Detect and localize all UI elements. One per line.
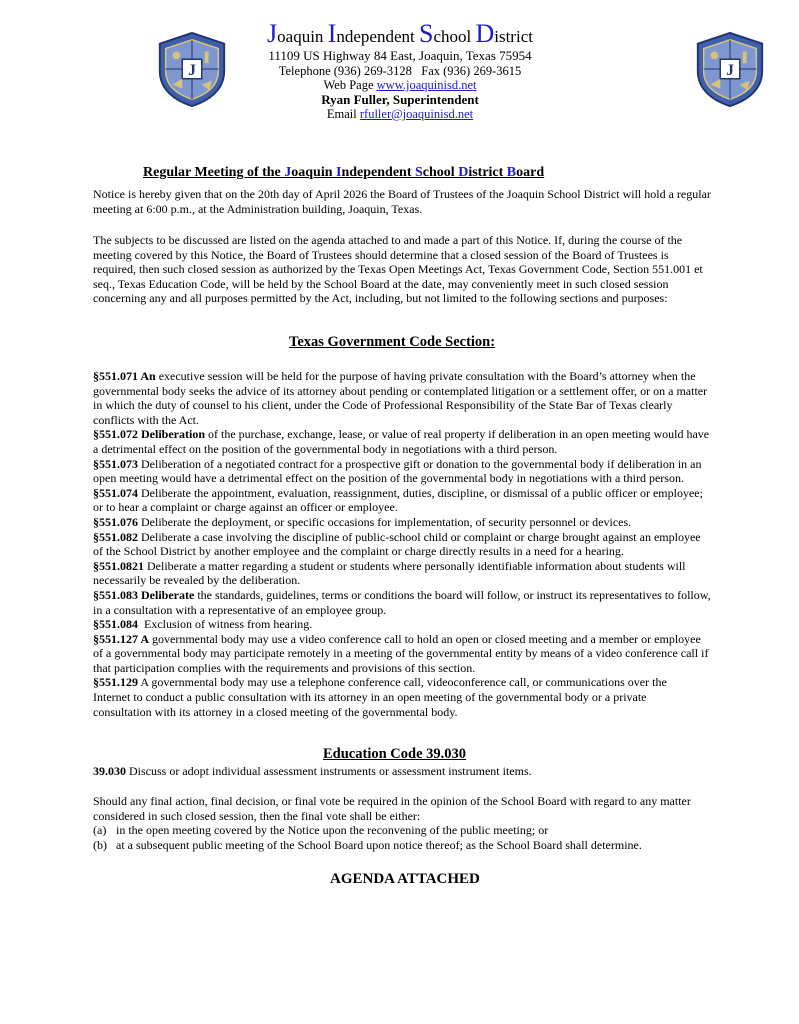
meeting-title: Regular Meeting of the Joaquin Independent School District Board [143,165,545,180]
district-address: 11109 US Highway 84 East, Joaquin, Texas 75954 [268,48,532,63]
superintendent-email: Email rfuller@joaquinisd.net [326,107,474,121]
code-section: §551.0821 Deliberate a matter regarding a student or students where personally identifiable information about students will necessarily be revealed by the deliberation. [93,558,686,588]
school-crest-left-icon [153,30,231,108]
code-section: §551.127 A governmental body may use a video conference call to hold an open or closed meeting and a member or employee of a governmental body may participate remotely in a meeting of the governmental entity by means of a video conference call if that participation complies with the requirements and provisions of this section. [93,631,709,675]
district-phone-fax: Telephone (936) 269-3128 Fax (936) 269-3615 [278,63,522,78]
email-link[interactable]: rfuller@joaquinisd.net [359,107,474,121]
code-section: §551.082 Deliberate a case involving the discipline of public-school child or complaint or charge brought against an employee of the School District by another employee and the complaint or charge directly results in a need for a hearing. [93,529,701,559]
code-section: §551.072 Deliberation of the purchase, exchange, lease, or value of real property if deliberation in an open meeting would have a detrimental effect on the position of the governmental body in negotiations with a third person. [93,427,710,456]
crest-letter: J [188,61,196,79]
code-section: §551.076 Deliberate the deployment, or specific occasions for implementation, of security personnel or devices. [93,514,632,529]
option-b: (b) at a subsequent public meeting of the School Board upon notice thereof; as the School Board shall determine. [93,838,642,852]
edu-code-entry: 39.030 Discuss or adopt individual assessment instruments or assessment instrument items. [93,764,532,778]
gov-code-title: Texas Government Code Section: [289,334,496,350]
crest-letter: J [726,61,734,79]
code-section: §551.129 A governmental body may use a telephone conference call, videoconference call, or communications over the Internet to conduct a public consultation with its attorney in an open meeting of the governmental body or a private consultation with its attorney in a closed meeting of the governmental body. [93,675,667,719]
final-action-paragraph: Should any final action, final decision, or final vote be required in the opinion of the School Board with regard to any matter considered in such closed session, then the final vote shall be either: [93,794,691,823]
code-section: §551.073 Deliberation of a negotiated contract for a prospective gift or donation to the governmental body if deliberation in an open meeting would have a detrimental effect on the position of the governmental body in negotiations with a third person. [93,456,702,486]
web-page-link[interactable]: www.joaquinisd.net [376,78,477,92]
code-section: §551.071 An executive session will be held for the purpose of having private consultation with the Board’s attorney when the governmental body seeks the advice of its attorney about pending or contemplated litigation or a settlement offer, or on a matter in which the duty of counsel to his client, under the Code of Professional Responsibility of the State Bar of Texas clearly conflicts with the Act. [93,369,708,427]
gov-code-sections [93,369,713,719]
school-crest-right-icon [691,30,769,108]
code-section: §551.083 Deliberate the standards, guidelines, terms or conditions the board will follow, or instruct its representatives to follow, in a consultation with a representative of an employee group. [93,587,711,617]
option-a: (a) in the open meeting covered by the Notice upon the reconvening of the public meeting; or [93,823,549,837]
district-name: Joaquin Independent School District [267,19,533,48]
agenda-attached-heading: AGENDA ATTACHED [330,871,480,887]
district-web-page: Web Page www.joaquinisd.net [323,78,477,92]
code-section: §551.084 Exclusion of witness from hearing. [93,617,313,632]
subjects-paragraph: The subjects to be discussed are listed on the agenda attached to and made a part of this Notice. If, during the course of the meeting covered by this Notice, the Board of Trustees should determine that a closed session of the Board of Trustees is required, then such closed session as authorized by the Texas Open Meetings Act, Texas Government Code, Section 551.001 et seq., Texas Education Code, will be held by the School Board at the date, may conveniently meet in such closed session concerning any and all purposes permitted by the Act, including, but not limited to the following sections and purposes: [93,233,703,306]
letterhead [240,19,560,122]
superintendent-name: Ryan Fuller, Superintendent [321,91,479,107]
notice-paragraph: Notice is hereby given that on the 20th day of April 2026 the Board of Trustees of the Joaquin School District will hold a regular meeting at 6:00 p.m., at the Administration building, Joaquin, Texas. [93,187,711,216]
edu-code-title: Education Code 39.030 [323,746,467,762]
code-section: §551.074 Deliberate the appointment, evaluation, reassignment, duties, discipline, or dismissal of a public officer or employee; or to hear a complaint or charge against an officer or employee. [93,485,703,515]
